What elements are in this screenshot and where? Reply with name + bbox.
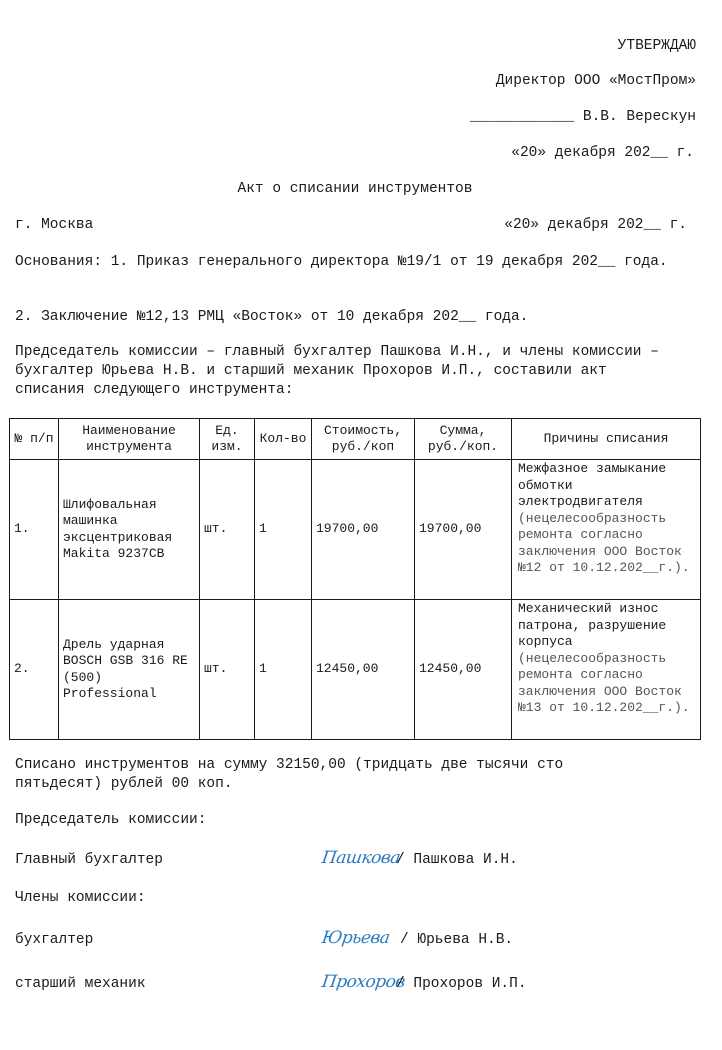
- col-sum-header: Сумма, руб./коп.: [415, 419, 512, 460]
- row-reason: [512, 460, 701, 600]
- document-title: Акт о списании инструментов: [237, 181, 473, 197]
- approve-date: «20» декабря 202__ г.: [511, 145, 694, 161]
- row-qty: 1: [255, 460, 312, 600]
- row-unit: шт.: [200, 600, 255, 740]
- row-name: Дрель ударная BOSCH GSB 316 RE (500) Professional: [59, 600, 200, 740]
- city: г. Москва: [15, 217, 94, 233]
- col-name-header: Наименование инструмента: [59, 419, 200, 460]
- basis-line-1: Основания: 1. Приказ генерального директора №19/1 от 19 декабря 202__ года.: [15, 254, 668, 270]
- col-qty-header: Кол-во: [255, 419, 312, 460]
- director-signature-line: ____________ В.В. Верескун: [469, 109, 696, 125]
- accountant-name: / Юрьева Н.В.: [400, 932, 514, 948]
- row-sum: 12450,00: [415, 600, 512, 740]
- row-sum: 19700,00: [415, 460, 512, 600]
- write-off-table: [9, 418, 701, 740]
- commission-text: Председатель комиссии – главный бухгалтер Пашкова И.Н., и члены комиссии – бухгалтер Юрьева Н.В. и старший механик Прохоров И.П., составили акт списания следующего инструмента:: [15, 344, 659, 398]
- row-price: 19700,00: [312, 460, 415, 600]
- row-price: 12450,00: [312, 600, 415, 740]
- members-label: Члены комиссии:: [15, 890, 146, 906]
- row-reason-main: Межфазное замыкание обмотки электродвигателя: [518, 461, 667, 509]
- mechanic-signature-script: Прохоров: [320, 972, 407, 992]
- mechanic-signature: [322, 972, 405, 992]
- row-num: 1.: [10, 460, 59, 600]
- col-num-header: № п/п: [10, 419, 59, 460]
- basis-line-2: 2. Заключение №12,13 РМЦ «Восток» от 10 декабря 202__ года.: [15, 309, 529, 325]
- director-title: Директор ООО «МостПром»: [495, 73, 696, 89]
- chair-label: Председатель комиссии:: [15, 812, 207, 828]
- approve-label: УТВЕРЖДАЮ: [617, 38, 696, 54]
- mechanic-role: старший механик: [15, 976, 146, 992]
- chief-name: / Пашкова И.Н.: [396, 852, 518, 868]
- act-date: «20» декабря 202__ г.: [504, 217, 687, 233]
- table-row: [10, 600, 701, 740]
- table-row: [10, 460, 701, 600]
- table-header-row: [10, 419, 701, 460]
- row-reason-note: (нецелесообразность ремонта согласно заключения ООО Восток №13 от 10.12.202__г.).: [518, 650, 690, 715]
- total-text: Списано инструментов на сумму 32150,00 (тридцать две тысячи сто пятьдесят) рублей 00 коп.: [15, 757, 564, 792]
- accountant-signature: [322, 928, 390, 948]
- mechanic-name: / Прохоров И.П.: [396, 976, 527, 992]
- col-price-header: Стоимость, руб./коп: [312, 419, 415, 460]
- chief-role: Главный бухгалтер: [15, 852, 163, 868]
- row-num: 2.: [10, 600, 59, 740]
- row-reason-note: (нецелесообразность ремонта согласно заключения ООО Восток №12 от 10.12.202__г.).: [518, 510, 690, 575]
- row-reason-main: Механический износ патрона, разрушение корпуса: [518, 601, 667, 649]
- row-name: Шлифовальная машинка эксцентриковая Makita 9237CB: [59, 460, 200, 600]
- row-qty: 1: [255, 600, 312, 740]
- row-reason: [512, 600, 701, 740]
- col-reason-header: Причины списания: [512, 419, 701, 460]
- row-unit: шт.: [200, 460, 255, 600]
- chief-signature-script: Пашкова: [320, 848, 402, 868]
- col-unit-header: Ед. изм.: [200, 419, 255, 460]
- chief-signature: [322, 848, 400, 868]
- accountant-role: бухгалтер: [15, 932, 94, 948]
- accountant-signature-script: Юрьева: [320, 928, 391, 948]
